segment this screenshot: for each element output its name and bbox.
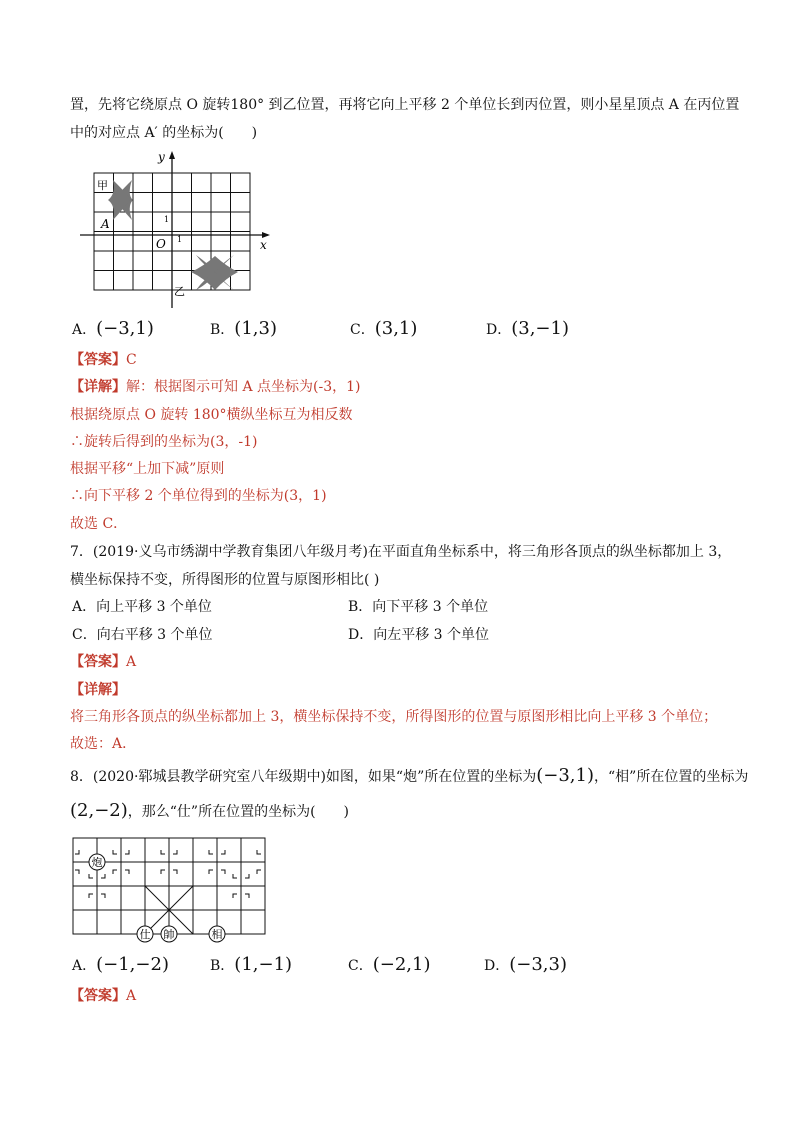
piece-shuai-label: 帥 [163,928,175,941]
piece-shi-label: 仕 [139,928,151,941]
q8-stem-line1 [70,766,748,787]
q6-detail-line3: ∴旋转后得到的坐标为(3，-1) [70,434,258,450]
option-value: (3,−1) [511,318,569,339]
q8-answer [70,986,136,1006]
label-x-axis: x [260,238,267,252]
q8-option-b[interactable] [210,954,292,977]
option-letter: A． [72,322,97,338]
stem-text: 8．(2020·郓城县教学研究室八年级期中)如图，如果“炮”所在位置的坐标为 [70,769,537,785]
option-letter: D． [484,958,510,974]
option-value: (−3,3) [509,954,567,975]
stem-text: ，那么“仕”所在位置的坐标为( ) [127,804,350,820]
q6-detail-line4: 根据平移“上加下减”原则 [70,461,225,477]
q7-stem-line1: 7．(2019·义乌市绣湖中学教育集团八年级月考)在平面直角坐标系中，将三角形各顶点的纵坐标都加上 3， [70,544,732,560]
option-value: 向下平移 3 个单位 [372,599,489,615]
piece-pao-label: 炮 [91,856,103,869]
q7-detail-line2: 故选：A． [70,736,137,752]
answer-tag: 【答案】 [70,988,126,1004]
q6-option-d[interactable] [486,318,569,341]
q8-option-c[interactable] [348,954,430,977]
label-origin: O [156,237,166,251]
q8-stem-line2 [70,801,349,822]
option-letter: D． [486,322,512,338]
y-axis-arrow-icon [169,151,175,159]
q6-option-b[interactable] [210,318,277,341]
q7-option-a[interactable] [72,596,212,618]
q7-stem-line2: 横坐标保持不变，所得图形的位置与原图形相比( ) [70,572,380,588]
q8-option-d[interactable] [484,954,567,977]
answer-tag: 【答案】 [70,352,126,368]
option-value: (−3,1) [96,318,154,339]
q7-answer [70,652,136,672]
stem-coordinate: (−3,1) [536,765,594,786]
q8-chessboard-figure [70,834,275,944]
q6-stem-line1: 置，先将它绕原点 O 旋转180° 到乙位置，再将它向上平移 2 个单位长到丙位置，则小星星顶点 A 在丙位置 [70,97,740,113]
label-y-axis: y [158,150,165,164]
option-value: (3,1) [374,318,418,339]
q7-option-c[interactable] [72,624,213,646]
q6-detail-line5: ∴向下平移 2 个单位得到的坐标为(3，1) [70,488,327,504]
option-value: 向上平移 3 个单位 [96,599,212,615]
q7-detail-tag [70,680,126,700]
option-value: (−2,1) [372,954,431,975]
option-value: 向左平移 3 个单位 [373,627,490,643]
label-jia: 甲 [97,179,108,192]
option-letter: A． [72,958,97,974]
option-value: (−1,−2) [96,954,169,975]
q6-option-c[interactable] [350,318,417,341]
option-letter: B． [210,958,235,974]
option-value: (1,−1) [234,954,293,975]
q7-option-b[interactable] [348,596,488,618]
label-unit-x: 1 [177,235,183,244]
answer-tag: 【答案】 [70,654,126,670]
label-unit-y: 1 [164,215,170,224]
stem-coordinate: (2,−2) [70,800,128,821]
option-letter: C． [348,958,373,974]
q6-detail-line6: 故选 C． [70,516,128,532]
option-letter: B． [210,322,235,338]
stem-text: ，“相”所在位置的坐标为 [594,769,749,785]
option-letter: D． [348,627,374,643]
q7-option-d[interactable] [348,624,489,646]
answer-value: A [126,654,137,670]
answer-value: C [126,352,137,368]
option-letter: C． [350,322,375,338]
q8-option-a[interactable] [72,954,169,977]
option-letter: C． [72,627,97,643]
detail-tag: 【详解】 [70,379,126,395]
option-value: 向右平移 3 个单位 [96,627,213,643]
option-letter: A． [72,599,97,615]
detail-tag: 【详解】 [70,682,126,698]
option-value: (1,3) [234,318,277,339]
answer-value: A [126,988,137,1004]
label-point-a: A [101,217,110,231]
detail-text: 解：根据图示可知 A 点坐标为(-3，1) [126,379,361,395]
option-letter: B． [348,599,373,615]
q6-stem-line2: 中的对应点 A′ 的坐标为( ) [70,125,258,141]
q7-detail-line1: 将三角形各顶点的纵坐标都加上 3，横坐标保持不变，所得图形的位置与原图形相比向上平移 3 个单位； [70,709,718,725]
label-yi: 乙 [174,285,185,298]
q6-answer [70,350,137,370]
q6-detail-line2: 根据绕原点 O 旋转 180°横纵坐标互为相反数 [70,407,353,423]
q6-option-a[interactable] [72,318,154,341]
piece-xiang-label: 相 [211,928,223,941]
q6-detail-line1 [70,377,360,397]
q6-coordinate-figure [74,148,279,310]
